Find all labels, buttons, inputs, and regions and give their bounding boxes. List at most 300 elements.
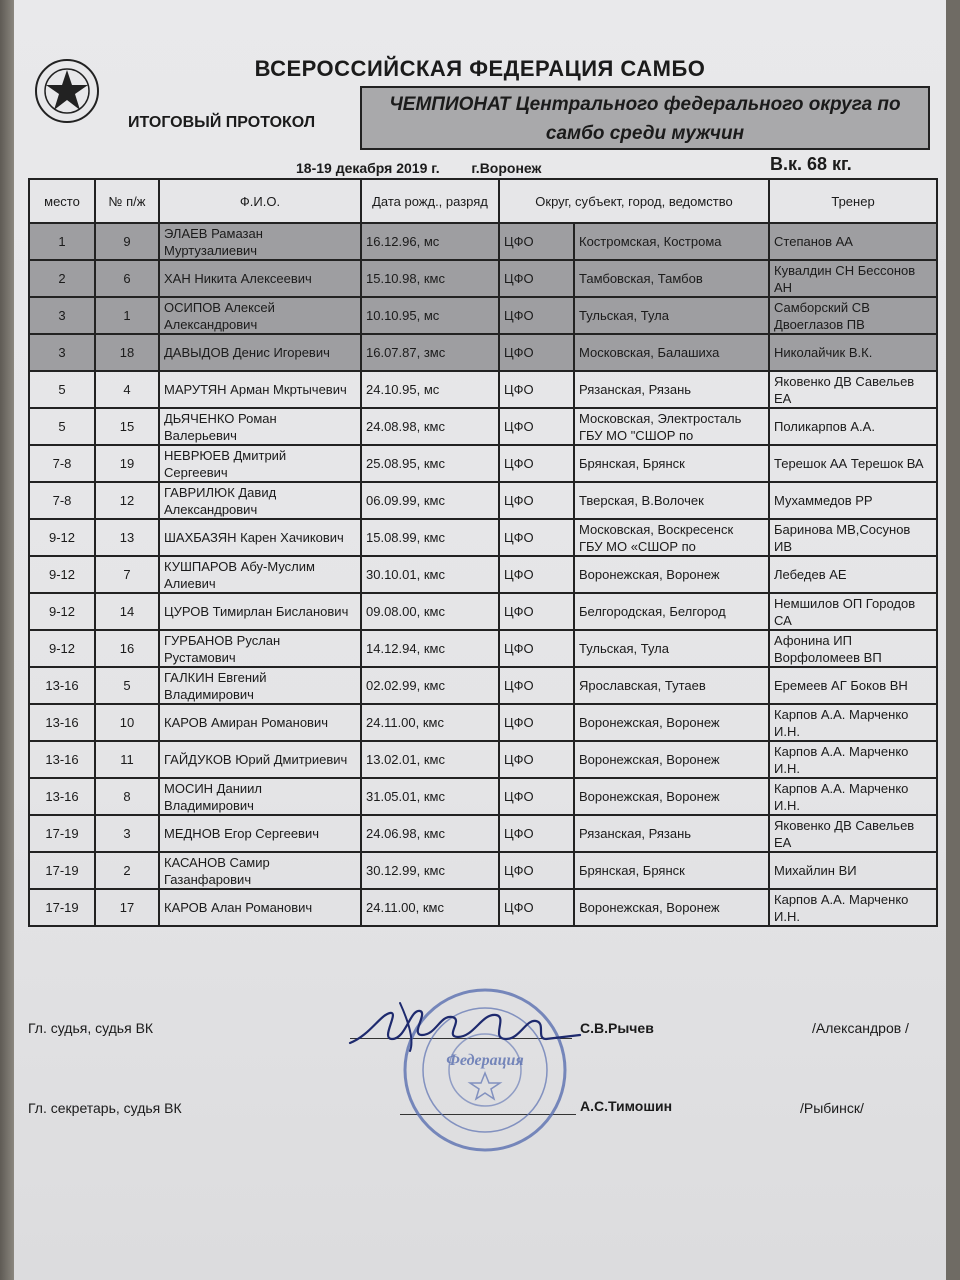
event-city: г.Воронеж	[471, 160, 542, 176]
cell-place	[29, 667, 95, 704]
cell-district-text: ЦФО	[504, 789, 534, 804]
cell-district	[499, 297, 574, 334]
cell-coach-text: Лебедев АЕ	[774, 567, 847, 582]
cell-name	[159, 260, 361, 297]
cell-number	[95, 704, 159, 741]
cell-region-text: ГБУ МО «СШОР по	[579, 538, 696, 554]
cell-name-text: Александрович	[164, 501, 258, 517]
event-dates: 18-19 декабря 2019 г.	[296, 160, 440, 176]
cell-place-text: 3	[58, 345, 66, 360]
cell-number-text: 7	[123, 567, 131, 582]
secretary-name: А.С.Тимошин	[580, 1098, 673, 1114]
cell-birth-text: 02.02.99, кмс	[366, 678, 445, 693]
table-row	[29, 223, 937, 260]
cell-place	[29, 297, 95, 334]
cell-place	[29, 593, 95, 630]
cell-birth-text: 31.05.01, кмс	[366, 789, 445, 804]
cell-coach	[769, 556, 937, 593]
championship-box	[360, 86, 930, 150]
cell-number-text: 19	[119, 456, 135, 471]
cell-district	[499, 630, 574, 667]
cell-birth	[361, 556, 499, 593]
cell-birth-text: 24.10.95, мс	[366, 382, 440, 397]
cell-name	[159, 593, 361, 630]
cell-region	[574, 593, 769, 630]
table-row	[29, 445, 937, 482]
cell-region	[574, 667, 769, 704]
cell-coach	[769, 852, 937, 889]
cell-birth-text: 16.07.87, змс	[366, 345, 446, 360]
cell-birth	[361, 889, 499, 926]
cell-place-text: 17-19	[45, 826, 79, 841]
cell-place-text: 9-12	[48, 604, 76, 619]
secretary-city: /Рыбинск/	[800, 1100, 864, 1116]
cell-region-text: Костромская, Кострома	[579, 234, 722, 249]
judge-name: С.В.Рычев	[580, 1020, 654, 1036]
cell-number	[95, 445, 159, 482]
cell-coach-text: Карпов А.А. Марченко	[774, 706, 909, 722]
cell-place	[29, 260, 95, 297]
cell-birth-text: 16.12.96, мс	[366, 234, 440, 249]
cell-place-text: 9-12	[48, 530, 76, 545]
cell-birth-text: 15.10.98, кмс	[366, 271, 445, 286]
cell-region	[574, 223, 769, 260]
cell-place	[29, 815, 95, 852]
cell-number-text: 5	[123, 678, 131, 693]
table-row	[29, 852, 937, 889]
table-row	[29, 667, 937, 704]
cell-name-text: НЕВРЮЕВ Дмитрий	[164, 447, 287, 463]
cell-birth-text: 13.02.01, кмс	[366, 752, 445, 767]
cell-district-text: ЦФО	[504, 900, 534, 915]
cell-birth-text: 30.12.99, кмс	[366, 863, 445, 878]
cell-region	[574, 815, 769, 852]
cell-birth-text: 24.11.00, кмс	[366, 900, 444, 915]
cell-name-text: Рустамович	[164, 649, 236, 665]
cell-name-text: Владимирович	[164, 686, 254, 702]
cell-region	[574, 260, 769, 297]
cell-coach-text: АН	[774, 279, 793, 295]
cell-coach-text: Михайлин ВИ	[774, 863, 857, 878]
cell-district	[499, 704, 574, 741]
cell-number	[95, 889, 159, 926]
table-row	[29, 778, 937, 815]
cell-region	[574, 556, 769, 593]
cell-region	[574, 630, 769, 667]
cell-number	[95, 630, 159, 667]
judge-city: /Александров /	[812, 1020, 909, 1036]
cell-coach-text: Кувалдин СН Бессонов	[774, 262, 916, 278]
cell-district	[499, 741, 574, 778]
cell-coach	[769, 630, 937, 667]
cell-place-text: 7-8	[52, 456, 72, 471]
cell-district	[499, 556, 574, 593]
cell-place	[29, 334, 95, 371]
cell-region-text: Ярославская, Тутаев	[579, 678, 706, 693]
protocol-title: ИТОГОВЫЙ ПРОТОКОЛ	[128, 114, 316, 131]
cell-region	[574, 297, 769, 334]
cell-place-text: 7-8	[52, 493, 72, 508]
cell-birth-text: 06.09.99, кмс	[366, 493, 445, 508]
cell-coach-text: Самборский СВ	[774, 299, 870, 315]
cell-number-text: 18	[119, 345, 135, 360]
cell-birth	[361, 223, 499, 260]
cell-region-text: Московская, Электросталь	[579, 410, 742, 426]
cell-region-text: Воронежская, Воронеж	[579, 789, 720, 804]
cell-coach-text: СА	[774, 612, 792, 628]
cell-name	[159, 815, 361, 852]
cell-place	[29, 778, 95, 815]
cell-district	[499, 889, 574, 926]
cell-birth	[361, 445, 499, 482]
cell-birth-text: 24.06.98, кмс	[366, 826, 445, 841]
cell-name-text: МЕДНОВ Егор Сергеевич	[164, 826, 319, 841]
cell-number-text: 2	[123, 863, 131, 878]
cell-name	[159, 778, 361, 815]
cell-coach	[769, 593, 937, 630]
cell-coach-text: Двоеглазов ПВ	[774, 316, 865, 332]
cell-coach-text: ЕА	[774, 390, 792, 406]
cell-coach-text: Яковенко ДВ Савельев	[774, 373, 915, 389]
cell-region-text: Московская, Балашиха	[579, 345, 720, 360]
table-row	[29, 408, 937, 445]
cell-coach	[769, 260, 937, 297]
cell-district-text: ЦФО	[504, 863, 534, 878]
cell-district-text: ЦФО	[504, 493, 534, 508]
cell-coach-text: Ворфоломеев ВП	[774, 649, 882, 665]
cell-name-text: КУШПАРОВ Абу-Муслим	[164, 558, 315, 574]
cell-name-text: МАРУТЯН Арман Мкртычевич	[164, 382, 347, 397]
table-row	[29, 815, 937, 852]
cell-district-text: ЦФО	[504, 826, 534, 841]
cell-coach-text: И.Н.	[774, 723, 800, 739]
cell-birth	[361, 334, 499, 371]
cell-name	[159, 556, 361, 593]
table-row	[29, 556, 937, 593]
results-table	[28, 178, 938, 927]
cell-birth-text: 15.08.99, кмс	[366, 530, 445, 545]
cell-birth-text: 09.08.00, кмс	[366, 604, 445, 619]
cell-district	[499, 667, 574, 704]
cell-name-text: ЦУРОВ Тимирлан Бисланович	[164, 604, 349, 619]
cell-birth	[361, 260, 499, 297]
cell-region-text: Воронежская, Воронеж	[579, 567, 720, 582]
cell-region	[574, 408, 769, 445]
cell-birth	[361, 482, 499, 519]
cell-place	[29, 482, 95, 519]
table-row	[29, 889, 937, 926]
cell-name-text: МОСИН Даниил	[164, 780, 262, 796]
cell-district	[499, 852, 574, 889]
cell-number	[95, 408, 159, 445]
cell-number-text: 13	[119, 530, 135, 545]
cell-name	[159, 519, 361, 556]
table-row	[29, 334, 937, 371]
cell-region-text: Брянская, Брянск	[579, 456, 685, 471]
cell-birth	[361, 297, 499, 334]
cell-number	[95, 482, 159, 519]
cell-number-text: 6	[123, 271, 131, 286]
cell-birth-text: 30.10.01, кмс	[366, 567, 445, 582]
cell-place-text: 9-12	[48, 641, 76, 656]
cell-birth	[361, 630, 499, 667]
cell-birth-text: 24.08.98, кмс	[366, 419, 445, 434]
cell-name-text: Валерьевич	[164, 427, 237, 443]
cell-name	[159, 667, 361, 704]
cell-name	[159, 704, 361, 741]
cell-place	[29, 445, 95, 482]
cell-name	[159, 371, 361, 408]
cell-name	[159, 408, 361, 445]
cell-region	[574, 445, 769, 482]
cell-birth-text: 24.11.00, кмс	[366, 715, 444, 730]
cell-name-text: ОСИПОВ Алексей	[164, 299, 275, 315]
cell-name	[159, 223, 361, 260]
cell-number	[95, 519, 159, 556]
cell-birth	[361, 778, 499, 815]
cell-coach	[769, 889, 937, 926]
cell-name	[159, 445, 361, 482]
cell-district	[499, 445, 574, 482]
cell-coach-text: Карпов А.А. Марченко	[774, 780, 909, 796]
cell-number	[95, 852, 159, 889]
cell-number-text: 15	[119, 419, 135, 434]
cell-district	[499, 408, 574, 445]
cell-name	[159, 852, 361, 889]
cell-name-text: Александрович	[164, 316, 258, 332]
cell-district	[499, 482, 574, 519]
cell-district-text: ЦФО	[504, 604, 534, 619]
cell-number-text: 14	[119, 604, 135, 619]
cell-name-text: ДЬЯЧЕНКО Роман	[164, 410, 277, 426]
cell-coach-text: И.Н.	[774, 760, 800, 776]
cell-name-text: ШАХБАЗЯН Карен Хачикович	[164, 530, 344, 545]
cell-district	[499, 260, 574, 297]
cell-coach-text: Карпов А.А. Марченко	[774, 891, 909, 907]
cell-name-text: Муртузалиевич	[164, 242, 258, 258]
cell-district	[499, 334, 574, 371]
table-header-row	[29, 179, 937, 223]
cell-number-text: 17	[119, 900, 135, 915]
cell-name	[159, 297, 361, 334]
cell-district	[499, 593, 574, 630]
cell-region-text: Воронежская, Воронеж	[579, 715, 720, 730]
cell-number-text: 12	[119, 493, 135, 508]
cell-name-text: ГУРБАНОВ Руслан	[164, 632, 281, 648]
cell-number	[95, 334, 159, 371]
cell-coach-text: Немшилов ОП Городов	[774, 595, 916, 611]
col-birth: Дата рожд., разряд	[361, 179, 499, 223]
cell-name-text: ЭЛАЕВ Рамазан	[164, 225, 263, 241]
cell-name	[159, 630, 361, 667]
cell-region	[574, 334, 769, 371]
cell-district-text: ЦФО	[504, 530, 534, 545]
handwritten-signature	[340, 995, 590, 1055]
cell-name	[159, 334, 361, 371]
cell-region-text: Белгородская, Белгород	[579, 604, 726, 619]
cell-coach	[769, 408, 937, 445]
cell-place	[29, 741, 95, 778]
cell-coach-text: Афонина ИП	[774, 632, 852, 648]
cell-number-text: 9	[123, 234, 131, 249]
cell-birth	[361, 704, 499, 741]
cell-coach-text: Мухаммедов РР	[774, 493, 873, 508]
cell-coach-text: Баринова МВ,Сосунов	[774, 521, 911, 537]
cell-name-text: ДАВЫДОВ Денис Игоревич	[164, 345, 330, 360]
cell-place-text: 13-16	[45, 752, 79, 767]
table-row	[29, 630, 937, 667]
cell-region	[574, 741, 769, 778]
cell-number	[95, 815, 159, 852]
cell-coach	[769, 815, 937, 852]
cell-coach-text: И.Н.	[774, 797, 800, 813]
cell-coach	[769, 223, 937, 260]
cell-region-text: Тульская, Тула	[579, 641, 669, 656]
cell-place-text: 17-19	[45, 900, 79, 915]
cell-place-text: 2	[58, 271, 66, 286]
cell-district-text: ЦФО	[504, 234, 534, 249]
cell-coach	[769, 741, 937, 778]
cell-number	[95, 556, 159, 593]
col-coach: Тренер	[769, 179, 937, 223]
cell-birth-text: 10.10.95, мс	[366, 308, 440, 323]
cell-number-text: 3	[123, 826, 131, 841]
table-row	[29, 482, 937, 519]
cell-name-text: ГАЛКИН Евгений	[164, 669, 267, 685]
cell-district-text: ЦФО	[504, 678, 534, 693]
cell-region-text: Московская, Воскресенск	[579, 521, 734, 537]
cell-birth-text: 14.12.94, кмс	[366, 641, 445, 656]
cell-birth-text: 25.08.95, кмс	[366, 456, 445, 471]
cell-number	[95, 741, 159, 778]
cell-region-text: Воронежская, Воронеж	[579, 900, 720, 915]
cell-region	[574, 889, 769, 926]
cell-coach-text: Карпов А.А. Марченко	[774, 743, 909, 759]
cell-region-text: Рязанская, Рязань	[579, 826, 692, 841]
cell-coach-text: ЕА	[774, 834, 792, 850]
championship-line-2: самбо среди мужчин	[545, 123, 745, 144]
stamp-center-text: Федерация	[446, 1052, 524, 1069]
col-name: Ф.И.О.	[159, 179, 361, 223]
cell-name-text: КАРОВ Алан Романович	[164, 900, 313, 915]
cell-district	[499, 778, 574, 815]
cell-region	[574, 704, 769, 741]
cell-name-text: Владимирович	[164, 797, 254, 813]
cell-birth	[361, 593, 499, 630]
cell-region-text: Тульская, Тула	[579, 308, 669, 323]
cell-place	[29, 408, 95, 445]
table-row	[29, 297, 937, 334]
cell-place-text: 1	[58, 234, 66, 249]
cell-district-text: ЦФО	[504, 715, 534, 730]
cell-coach	[769, 778, 937, 815]
cell-number-text: 1	[123, 308, 131, 323]
cell-region	[574, 852, 769, 889]
cell-birth	[361, 815, 499, 852]
cell-coach	[769, 482, 937, 519]
cell-district	[499, 815, 574, 852]
cell-coach	[769, 667, 937, 704]
cell-coach-text: Николайчик В.К.	[774, 345, 873, 360]
cell-coach	[769, 297, 937, 334]
cell-place	[29, 556, 95, 593]
cell-place-text: 3	[58, 308, 66, 323]
championship-line-1: ЧЕМПИОНАТ Центрального федерального округа по	[389, 94, 901, 115]
cell-district-text: ЦФО	[504, 567, 534, 582]
cell-birth	[361, 519, 499, 556]
cell-coach-text: Яковенко ДВ Савельев	[774, 817, 915, 833]
cell-name	[159, 482, 361, 519]
cell-number	[95, 260, 159, 297]
cell-place-text: 13-16	[45, 715, 79, 730]
cell-birth	[361, 852, 499, 889]
cell-birth	[361, 667, 499, 704]
cell-district-text: ЦФО	[504, 345, 534, 360]
cell-number	[95, 667, 159, 704]
cell-place	[29, 223, 95, 260]
table-row	[29, 260, 937, 297]
cell-district-text: ЦФО	[504, 419, 534, 434]
cell-district-text: ЦФО	[504, 641, 534, 656]
judge-label: Гл. судья, судья ВК	[28, 1020, 154, 1036]
cell-place	[29, 371, 95, 408]
cell-place-text: 17-19	[45, 863, 79, 878]
cell-region-text: Рязанская, Рязань	[579, 382, 692, 397]
cell-number	[95, 593, 159, 630]
cell-region-text: Тамбовская, Тамбов	[579, 271, 703, 286]
cell-place-text: 5	[58, 419, 66, 434]
cell-district-text: ЦФО	[504, 382, 534, 397]
table-row	[29, 704, 937, 741]
cell-coach	[769, 334, 937, 371]
date-line	[296, 160, 541, 176]
cell-number	[95, 778, 159, 815]
cell-coach	[769, 371, 937, 408]
table-row	[29, 519, 937, 556]
table-row	[29, 371, 937, 408]
cell-district	[499, 223, 574, 260]
cell-number	[95, 297, 159, 334]
cell-number	[95, 223, 159, 260]
col-number: № п/ж	[95, 179, 159, 223]
cell-birth	[361, 408, 499, 445]
col-region: Округ, субъект, город, ведомство	[499, 179, 769, 223]
secretary-label: Гл. секретарь, судья ВК	[28, 1100, 182, 1116]
cell-birth	[361, 741, 499, 778]
cell-number-text: 4	[123, 382, 131, 397]
cell-name-text: КАСАНОВ Самир	[164, 854, 270, 870]
cell-number-text: 10	[119, 715, 135, 730]
cell-district	[499, 371, 574, 408]
cell-birth	[361, 371, 499, 408]
table-row	[29, 741, 937, 778]
federation-title: ВСЕРОССИЙСКАЯ ФЕДЕРАЦИЯ САМБО	[254, 56, 706, 81]
cell-name-text: ХАН Никита Алексеевич	[164, 271, 312, 286]
cell-region-text: Тверская, В.Волочек	[579, 493, 704, 508]
cell-district-text: ЦФО	[504, 308, 534, 323]
cell-number-text: 8	[123, 789, 131, 804]
cell-region	[574, 519, 769, 556]
cell-district-text: ЦФО	[504, 271, 534, 286]
cell-place-text: 5	[58, 382, 66, 397]
cell-coach	[769, 519, 937, 556]
cell-name	[159, 741, 361, 778]
cell-district-text: ЦФО	[504, 752, 534, 767]
cell-name-text: Алиевич	[164, 575, 216, 591]
cell-number-text: 11	[120, 752, 134, 767]
cell-name-text: КАРОВ Амиран Романович	[164, 715, 328, 730]
cell-region	[574, 482, 769, 519]
